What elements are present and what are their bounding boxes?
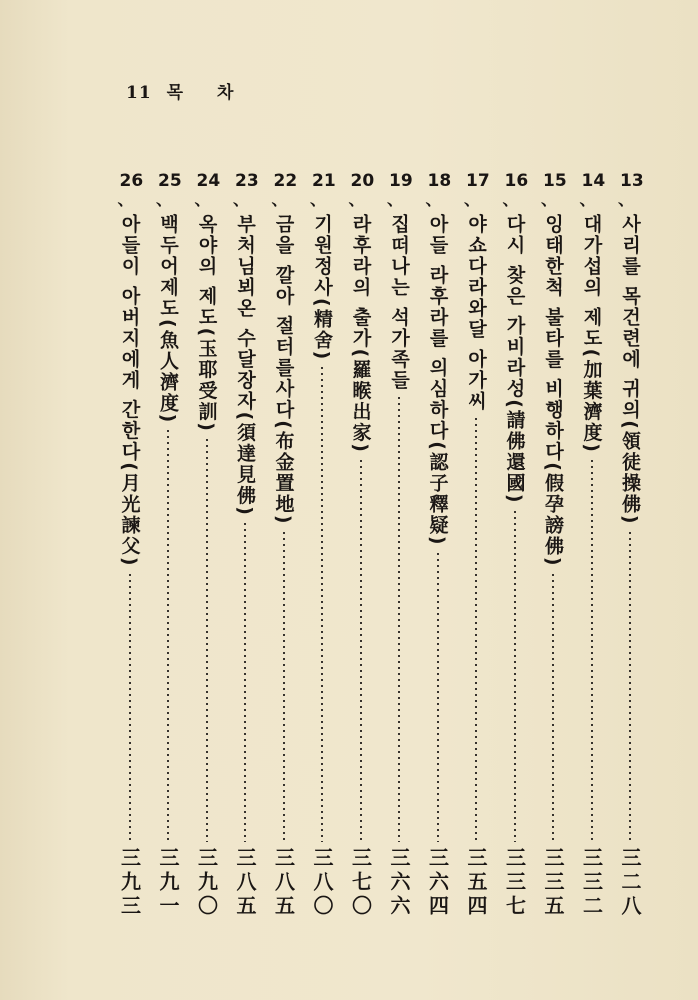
- entry-title: 옥야의 제도(玉耶受訓): [195, 214, 218, 433]
- toc-entry: [343, 171, 379, 919]
- leader-dots: [398, 395, 400, 842]
- entry-number: 22: [273, 171, 298, 191]
- leader-dots: [591, 458, 593, 842]
- leader-dots: [475, 416, 477, 842]
- entry-title: 야쇼다라와달 아가씨: [465, 214, 487, 412]
- toc-entry: [189, 171, 225, 919]
- toc-entry: [535, 171, 571, 919]
- entry-number: 24: [196, 171, 221, 191]
- entry-title: 아들 라후라를 의심하다(認子釋疑): [426, 214, 449, 547]
- toc-entry: [420, 171, 456, 919]
- entry-number-comma: 、: [387, 190, 404, 209]
- entry-number: 15: [543, 171, 567, 191]
- entry-page-number: 三二八: [618, 847, 642, 919]
- toc-entry: [458, 171, 494, 919]
- leader-dots: [244, 521, 246, 842]
- entry-page-number: 三六四: [425, 847, 450, 919]
- entry-page-number: 三三五: [541, 847, 565, 919]
- toc-entry: [612, 171, 648, 919]
- entry-number: 19: [389, 171, 413, 191]
- entry-number-comma: 、: [117, 190, 134, 209]
- table-of-contents: [100, 171, 660, 919]
- entry-number: 18: [427, 171, 452, 191]
- entry-title: 백두어제도(魚人濟度): [157, 214, 179, 425]
- leader-dots: [167, 428, 169, 842]
- page-header: [126, 78, 234, 102]
- entry-number-comma: 、: [310, 190, 327, 209]
- entry-title: 부처님뵈온 수달장자(須達見佛): [234, 214, 256, 517]
- entry-number-comma: 、: [233, 190, 250, 209]
- entry-title: 잉태한척 불타를 비행하다(假孕謗佛): [542, 214, 564, 568]
- entry-page-number: 三八五: [271, 847, 296, 919]
- toc-entry: [304, 171, 340, 919]
- entry-number-comma: 、: [156, 190, 173, 209]
- entry-number: 17: [466, 171, 490, 191]
- entry-page-number: 三三七: [502, 847, 527, 919]
- entry-page-number: 三六六: [387, 847, 411, 919]
- entry-number-comma: 、: [425, 190, 442, 209]
- entry-number: 26: [119, 171, 144, 191]
- entry-number-comma: 、: [194, 190, 211, 209]
- page-number: 11: [126, 83, 152, 103]
- entry-page-number: 三八〇: [310, 847, 334, 919]
- entry-number-comma: 、: [271, 190, 288, 209]
- leader-dots: [206, 437, 208, 842]
- entry-number: 23: [235, 171, 259, 191]
- leader-dots: [629, 530, 631, 842]
- entry-number-comma: 、: [541, 190, 558, 209]
- entry-number: 21: [312, 171, 336, 191]
- entry-page-number: 三九三: [117, 847, 142, 919]
- entry-title: 아들이 아버지에게 간한다(月光諫父): [118, 214, 141, 568]
- entry-number-comma: 、: [618, 190, 635, 209]
- entry-number-comma: 、: [579, 190, 596, 209]
- header-title-2: 차: [216, 83, 235, 103]
- leader-dots: [129, 572, 131, 842]
- entry-page-number: 三七〇: [348, 847, 373, 919]
- entry-number: 25: [158, 171, 182, 191]
- entry-number-comma: 、: [348, 190, 365, 209]
- entry-number-comma: 、: [464, 190, 481, 209]
- toc-entry: [150, 171, 186, 919]
- entry-title: 대가섭의 제도(加葉濟度): [580, 214, 603, 454]
- toc-entry: [497, 171, 533, 919]
- entry-number: 14: [581, 171, 606, 191]
- leader-dots: [283, 530, 285, 842]
- leader-dots: [437, 551, 439, 842]
- entry-title: 기원정사(精舍): [311, 214, 333, 362]
- entry-number: 20: [350, 171, 375, 191]
- entry-page-number: 三九一: [156, 847, 180, 919]
- toc-entry: [381, 171, 417, 919]
- entry-number-comma: 、: [502, 190, 519, 209]
- toc-entry: [227, 171, 263, 919]
- entry-title: 집떠나는 석가족들: [388, 214, 410, 391]
- leader-dots: [514, 509, 516, 842]
- entry-title: 다시 찾은 가비라성(請佛還國): [503, 214, 526, 505]
- entry-number: 13: [620, 171, 644, 191]
- leader-dots: [321, 365, 323, 842]
- entry-title: 라후라의 출가(羅睺出家): [349, 214, 372, 454]
- leader-dots: [360, 458, 362, 842]
- leader-dots: [552, 572, 554, 842]
- toc-entry: [266, 171, 302, 919]
- entry-title: 금을 깔아 절터를사다(布金置地): [272, 214, 295, 526]
- entry-page-number: 三三二: [579, 847, 604, 919]
- entry-title: 사리를 목건련에 귀의(領徒操佛): [619, 214, 641, 526]
- toc-entry: [112, 171, 148, 919]
- entry-number: 16: [504, 171, 529, 191]
- entry-page-number: 三八五: [233, 847, 257, 919]
- entry-page-number: 三九〇: [194, 847, 219, 919]
- toc-entry: [574, 171, 610, 919]
- entry-page-number: 三五四: [464, 847, 488, 919]
- header-title-1: 목: [166, 83, 185, 103]
